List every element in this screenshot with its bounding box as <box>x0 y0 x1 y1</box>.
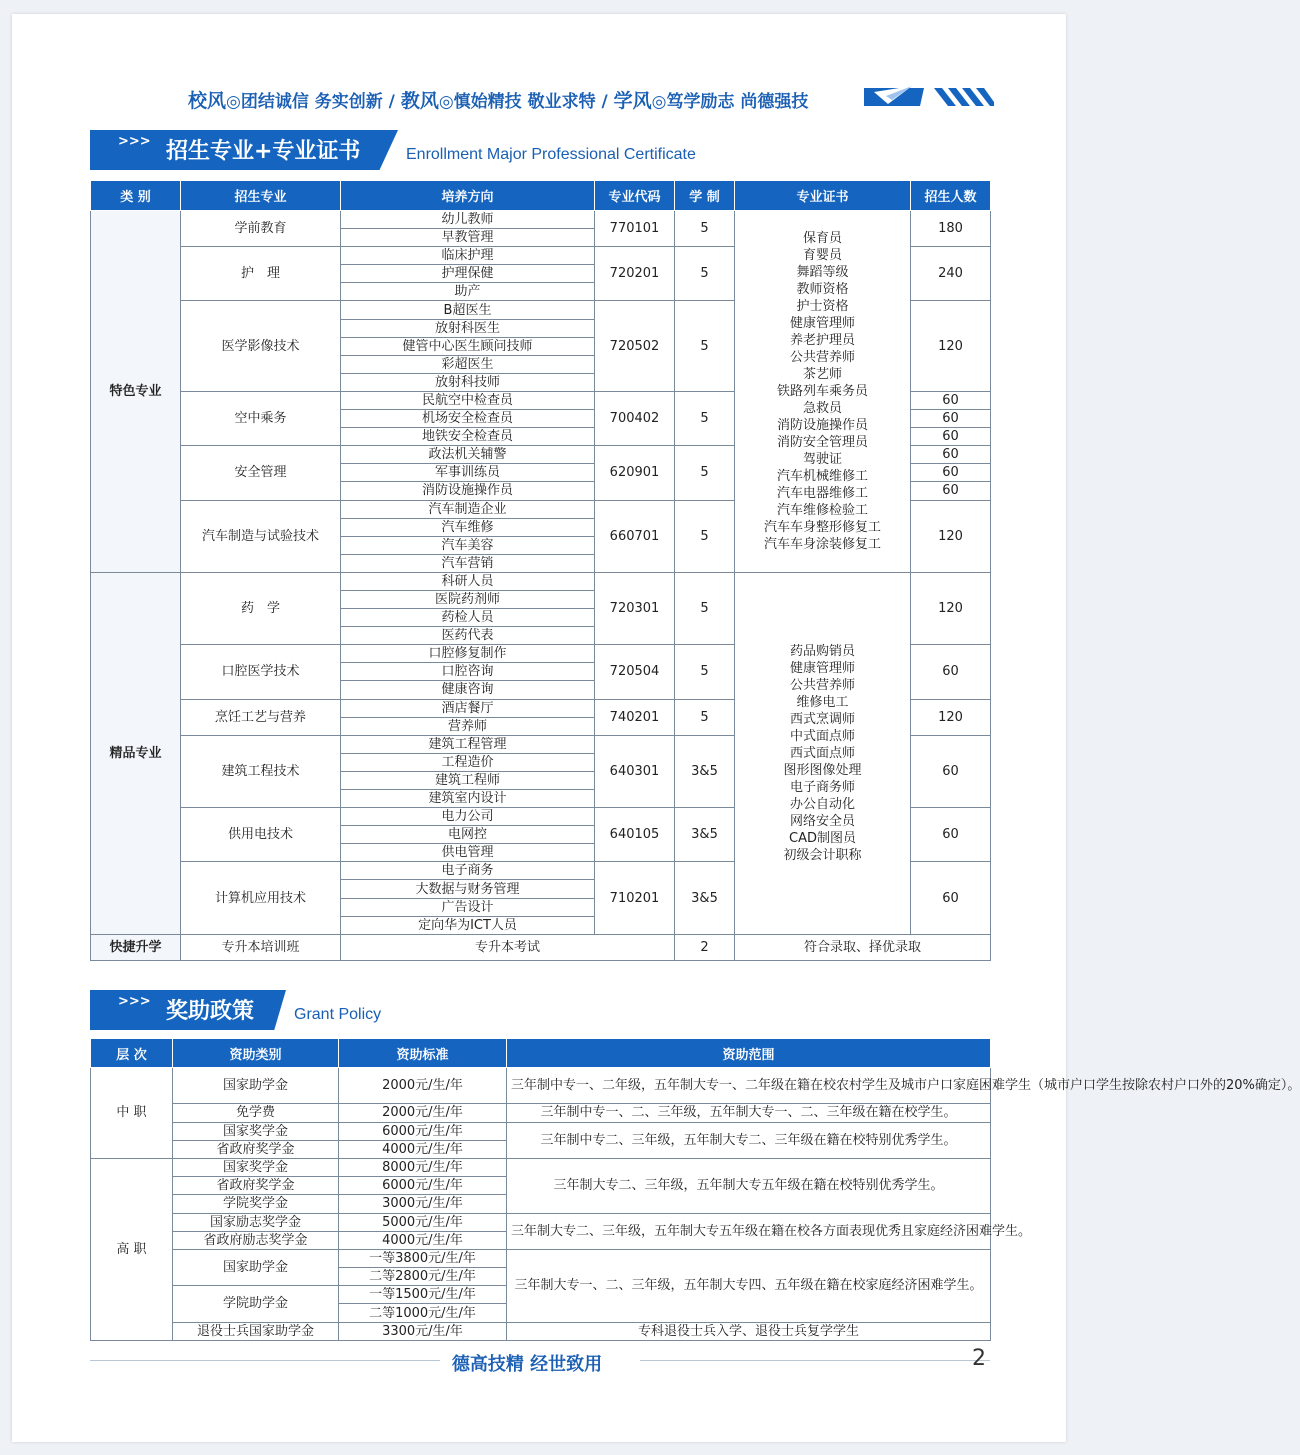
direction-cell: 专升本考试 <box>341 934 675 960</box>
direction-cell: B超医生 <box>341 301 595 319</box>
study-years: 3&5 <box>675 808 735 862</box>
col-header: 资助类别 <box>173 1039 339 1068</box>
table-row <box>91 1249 991 1267</box>
major-name: 口腔医学技术 <box>181 645 341 699</box>
certificate-item: 急救员 <box>802 400 842 416</box>
direction-cell: 口腔修复制作 <box>341 645 595 663</box>
chevrons-icon: >>> <box>118 994 151 1009</box>
enrollment-quota: 60 <box>911 735 991 807</box>
study-years: 3&5 <box>675 735 735 807</box>
grant-amount: 8000元/生/年 <box>339 1158 507 1176</box>
major-name: 学前教育 <box>181 211 341 247</box>
certificate-list <box>735 211 911 573</box>
grant-scope: 三年制大专二、三年级，五年制大专五年级在籍在校特别优秀学生。 <box>507 1158 991 1213</box>
table-row <box>91 211 991 229</box>
majors-table-header <box>91 181 991 211</box>
table-row <box>91 1158 991 1176</box>
enrollment-quota: 60 <box>911 410 991 428</box>
study-years: 5 <box>675 500 735 572</box>
col-header: 专业证书 <box>735 181 911 211</box>
col-header: 学 制 <box>675 181 735 211</box>
certificate-item: 铁路列车乘务员 <box>776 383 868 399</box>
certificate-item: 茶艺师 <box>802 366 842 382</box>
grant-amount: 3300元/生/年 <box>339 1322 507 1340</box>
motto-text-2: ◎慎始精技 敬业求特 / <box>438 92 614 112</box>
motto-key-3: 学风 <box>613 90 652 112</box>
direction-cell: 幼儿教师 <box>341 211 595 229</box>
grant-amount: 3000元/生/年 <box>339 1195 507 1213</box>
enrollment-quota: 240 <box>911 247 991 301</box>
enrollment-quota: 60 <box>911 464 991 482</box>
major-name: 烹饪工艺与营养 <box>181 699 341 735</box>
admission-note: 符合录取、择优录取 <box>735 934 991 960</box>
grant-type: 免学费 <box>173 1104 339 1122</box>
study-years: 3&5 <box>675 862 735 934</box>
direction-cell: 放射科技师 <box>341 373 595 391</box>
major-code: 720504 <box>595 645 675 699</box>
direction-cell: 民航空中检查员 <box>341 391 595 409</box>
majors-table <box>90 180 991 961</box>
grant-amount: 5000元/生/年 <box>339 1213 507 1231</box>
major-code: 770101 <box>595 211 675 247</box>
grant-type: 国家励志奖学金 <box>173 1213 339 1231</box>
direction-cell: 汽车制造企业 <box>341 500 595 518</box>
direction-cell: 工程造价 <box>341 753 595 771</box>
enrollment-quota: 60 <box>911 391 991 409</box>
major-name: 汽车制造与试验技术 <box>181 500 341 572</box>
direction-cell: 消防设施操作员 <box>341 482 595 500</box>
grant-type: 学院助学金 <box>173 1286 339 1322</box>
direction-cell: 口腔咨询 <box>341 663 595 681</box>
enrollment-quota: 120 <box>911 572 991 644</box>
level-cell: 高 职 <box>91 1158 173 1340</box>
grant-scope: 三年制大专二、三年级，五年制大专五年级在籍在校各方面表现优秀且家庭经济困难学生。 <box>507 1213 991 1249</box>
certificate-item: 初级会计职称 <box>783 847 862 863</box>
certificate-item: 图形图像处理 <box>783 762 862 778</box>
footer-slogan: 德高技精 经世致用 <box>451 1354 603 1375</box>
major-name: 空中乘务 <box>181 391 341 445</box>
direction-cell: 电子商务 <box>341 862 595 880</box>
certificate-item: 驾驶证 <box>802 451 842 467</box>
grant-type: 省政府奖学金 <box>173 1177 339 1195</box>
table-row <box>91 1104 991 1122</box>
certificate-item: 中式面点师 <box>789 728 855 744</box>
grant-scope: 三年制中专一、二、三年级，五年制大专一、二、三年级在籍在校学生。 <box>507 1104 991 1122</box>
certificate-item: 药品购销员 <box>789 643 855 659</box>
grant-amount: 6000元/生/年 <box>339 1177 507 1195</box>
major-code: 640301 <box>595 735 675 807</box>
grant-scope: 三年制大专一、二、三年级，五年制大专四、五年级在籍在校家庭经济困难学生。 <box>507 1249 991 1322</box>
grant-type: 国家奖学金 <box>173 1122 339 1140</box>
grant-amount: 二等2800元/生/年 <box>339 1268 507 1286</box>
enrollment-quota: 120 <box>911 500 991 572</box>
major-code: 710201 <box>595 862 675 934</box>
certificate-item: 保育员 <box>802 230 842 246</box>
study-years: 5 <box>675 699 735 735</box>
grant-type: 省政府励志奖学金 <box>173 1231 339 1249</box>
study-years: 5 <box>675 211 735 247</box>
section-title: 招生专业+专业证书 <box>166 139 361 164</box>
direction-cell: 建筑工程管理 <box>341 735 595 753</box>
certificate-item: 汽车车身整形修复工 <box>763 519 881 535</box>
table-row <box>91 1322 991 1340</box>
direction-cell: 医药代表 <box>341 627 595 645</box>
category-cell: 快捷升学 <box>91 934 181 960</box>
col-header: 层 次 <box>91 1039 173 1068</box>
direction-cell: 汽车美容 <box>341 536 595 554</box>
section-subtitle: Grant Policy <box>294 1006 382 1023</box>
enrollment-quota: 120 <box>911 699 991 735</box>
col-header: 资助标准 <box>339 1039 507 1068</box>
major-code: 700402 <box>595 391 675 445</box>
direction-cell: 汽车维修 <box>341 518 595 536</box>
grant-type: 学院奖学金 <box>173 1195 339 1213</box>
enrollment-quota: 60 <box>911 428 991 446</box>
certificate-item: 消防设施操作员 <box>776 417 868 433</box>
direction-cell: 酒店餐厅 <box>341 699 595 717</box>
grant-scope: 三年制中专二、三年级，五年制大专二、三年级在籍在校特别优秀学生。 <box>507 1122 991 1158</box>
major-code: 740201 <box>595 699 675 735</box>
grant-type: 国家助学金 <box>173 1249 339 1285</box>
study-years: 2 <box>675 934 735 960</box>
grant-type: 国家奖学金 <box>173 1158 339 1176</box>
major-name: 安全管理 <box>181 446 341 500</box>
grant-table-body <box>91 1068 1300 1341</box>
direction-cell: 临床护理 <box>341 247 595 265</box>
study-years: 5 <box>675 301 735 391</box>
direction-cell: 助产 <box>341 283 595 301</box>
grant-amount: 4000元/生/年 <box>339 1231 507 1249</box>
table-row <box>91 934 991 960</box>
table-row <box>91 1068 991 1086</box>
col-header: 招生专业 <box>181 181 341 211</box>
direction-cell: 健康咨询 <box>341 681 595 699</box>
major-name: 计算机应用技术 <box>181 862 341 934</box>
certificate-item: 汽车机械维修工 <box>776 468 868 484</box>
majors-table-body <box>91 211 991 961</box>
major-code: 720201 <box>595 247 675 301</box>
major-code: 660701 <box>595 500 675 572</box>
certificate-item: 养老护理员 <box>789 332 855 348</box>
major-code: 620901 <box>595 446 675 500</box>
major-code: 720301 <box>595 572 675 644</box>
col-header: 资助范围 <box>507 1039 991 1068</box>
enrollment-quota: 60 <box>911 645 991 699</box>
direction-cell: 军事训练员 <box>341 464 595 482</box>
major-name: 护 理 <box>181 247 341 301</box>
grant-type: 省政府奖学金 <box>173 1140 339 1158</box>
grant-type: 国家助学金 <box>173 1068 339 1104</box>
certificate-item: 护士资格 <box>796 298 849 314</box>
major-name: 药 学 <box>181 572 341 644</box>
page-number: 2 <box>972 1346 986 1371</box>
direction-cell: 广告设计 <box>341 898 595 916</box>
enrollment-quota: 180 <box>911 211 991 247</box>
major-code: 720502 <box>595 301 675 391</box>
certificate-item: 公共营养师 <box>789 677 855 693</box>
certificate-item: 西式面点师 <box>789 745 855 761</box>
study-years: 5 <box>675 247 735 301</box>
grant-amount: 2000元/生/年 <box>339 1104 507 1122</box>
study-years: 5 <box>675 391 735 445</box>
certificate-item: 汽车车身涂装修复工 <box>763 536 881 552</box>
table-row <box>91 1213 991 1231</box>
col-header: 专业代码 <box>595 181 675 211</box>
grant-scope: 三年制中专一、二年级，五年制大专一、二年级在籍在校农村学生及城市户口家庭困难学生（城市户口学生按除农村户口外的20%确定）。 <box>507 1068 991 1104</box>
motto-key-1: 校风 <box>188 90 227 112</box>
section-title: 奖助政策 <box>166 999 255 1024</box>
grant-amount: 4000元/生/年 <box>339 1140 507 1158</box>
certificate-list <box>735 572 911 934</box>
grant-amount: 一等1500元/生/年 <box>339 1286 507 1304</box>
motto-key-2: 教风 <box>400 90 439 112</box>
major-code: 640105 <box>595 808 675 862</box>
category-cell: 特色专业 <box>91 211 181 573</box>
motto-text-3: ◎笃学励志 尚德强技 <box>651 92 809 112</box>
study-years: 5 <box>675 645 735 699</box>
direction-cell: 大数据与财务管理 <box>341 880 595 898</box>
grant-scope: 专科退役士兵入学、退役士兵复学学生 <box>507 1322 991 1340</box>
motto-text-1: ◎团结诚信 务实创新 / <box>226 92 401 112</box>
direction-cell: 彩超医生 <box>341 355 595 373</box>
grant-amount: 一等3800元/生/年 <box>339 1249 507 1267</box>
enrollment-quota: 60 <box>911 482 991 500</box>
direction-cell: 建筑室内设计 <box>341 790 595 808</box>
direction-cell: 放射科医生 <box>341 319 595 337</box>
direction-cell: 电力公司 <box>341 808 595 826</box>
study-years: 5 <box>675 446 735 500</box>
major-name: 供用电技术 <box>181 808 341 862</box>
certificate-item: 舞蹈等级 <box>796 264 849 280</box>
certificate-item: 西式烹调师 <box>789 711 855 727</box>
direction-cell: 政法机关辅警 <box>341 446 595 464</box>
table-row <box>91 572 991 590</box>
grant-amount: 二等1000元/生/年 <box>339 1304 507 1322</box>
direction-cell: 科研人员 <box>341 572 595 590</box>
col-header: 培养方向 <box>341 181 595 211</box>
certificate-item: 消防安全管理员 <box>776 434 868 450</box>
certificate-item: 汽车电器维修工 <box>776 485 868 501</box>
chevrons-icon: >>> <box>118 134 151 149</box>
certificate-item: 健康管理师 <box>789 315 855 331</box>
direction-cell: 护理保健 <box>341 265 595 283</box>
direction-cell: 汽车营销 <box>341 554 595 572</box>
enrollment-quota: 60 <box>911 808 991 862</box>
col-header: 招生人数 <box>911 181 991 211</box>
major-name: 建筑工程技术 <box>181 735 341 807</box>
certificate-item: 育婴员 <box>802 247 842 263</box>
certificate-item: 健康管理师 <box>789 660 855 676</box>
enrollment-quota: 120 <box>911 301 991 391</box>
direction-cell: 定向华为ICT人员 <box>341 916 595 934</box>
enrollment-quota: 60 <box>911 446 991 464</box>
major-name: 专升本培训班 <box>181 934 341 960</box>
certificate-item: CAD制图员 <box>789 830 856 846</box>
certificate-item: 办公自动化 <box>789 796 855 812</box>
direction-cell: 电网控 <box>341 826 595 844</box>
direction-cell: 建筑工程师 <box>341 771 595 789</box>
direction-cell: 机场安全检查员 <box>341 410 595 428</box>
direction-cell: 地铁安全检查员 <box>341 428 595 446</box>
certificate-item: 教师资格 <box>796 281 849 297</box>
certificate-item: 网络安全员 <box>789 813 855 829</box>
school-motto <box>188 86 808 113</box>
table-row <box>91 1122 991 1140</box>
certificate-item: 维修电工 <box>796 694 849 710</box>
direction-cell: 药检人员 <box>341 609 595 627</box>
direction-cell: 供电管理 <box>341 844 595 862</box>
certificate-item: 公共营养师 <box>789 349 855 365</box>
col-header: 类 别 <box>91 181 181 211</box>
direction-cell: 早教管理 <box>341 229 595 247</box>
grant-amount: 6000元/生/年 <box>339 1122 507 1140</box>
grant-table-header <box>91 1039 991 1068</box>
grant-type: 退役士兵国家助学金 <box>173 1322 339 1340</box>
direction-cell: 健管中心医生顾问技师 <box>341 337 595 355</box>
category-cell: 精品专业 <box>91 572 181 934</box>
level-cell: 中 职 <box>91 1068 173 1159</box>
direction-cell: 医院药剂师 <box>341 590 595 608</box>
certificate-item: 电子商务师 <box>789 779 855 795</box>
section-subtitle: Enrollment Major Professional Certificate <box>406 146 696 163</box>
paper-plane-icon <box>864 84 994 110</box>
grant-amount: 2000元/生/年 <box>339 1068 507 1104</box>
certificate-item: 汽车维修检验工 <box>776 502 868 518</box>
major-name: 医学影像技术 <box>181 301 341 391</box>
study-years: 5 <box>675 572 735 644</box>
direction-cell: 营养师 <box>341 717 595 735</box>
grant-table <box>90 1038 1300 1341</box>
enrollment-quota: 60 <box>911 862 991 934</box>
